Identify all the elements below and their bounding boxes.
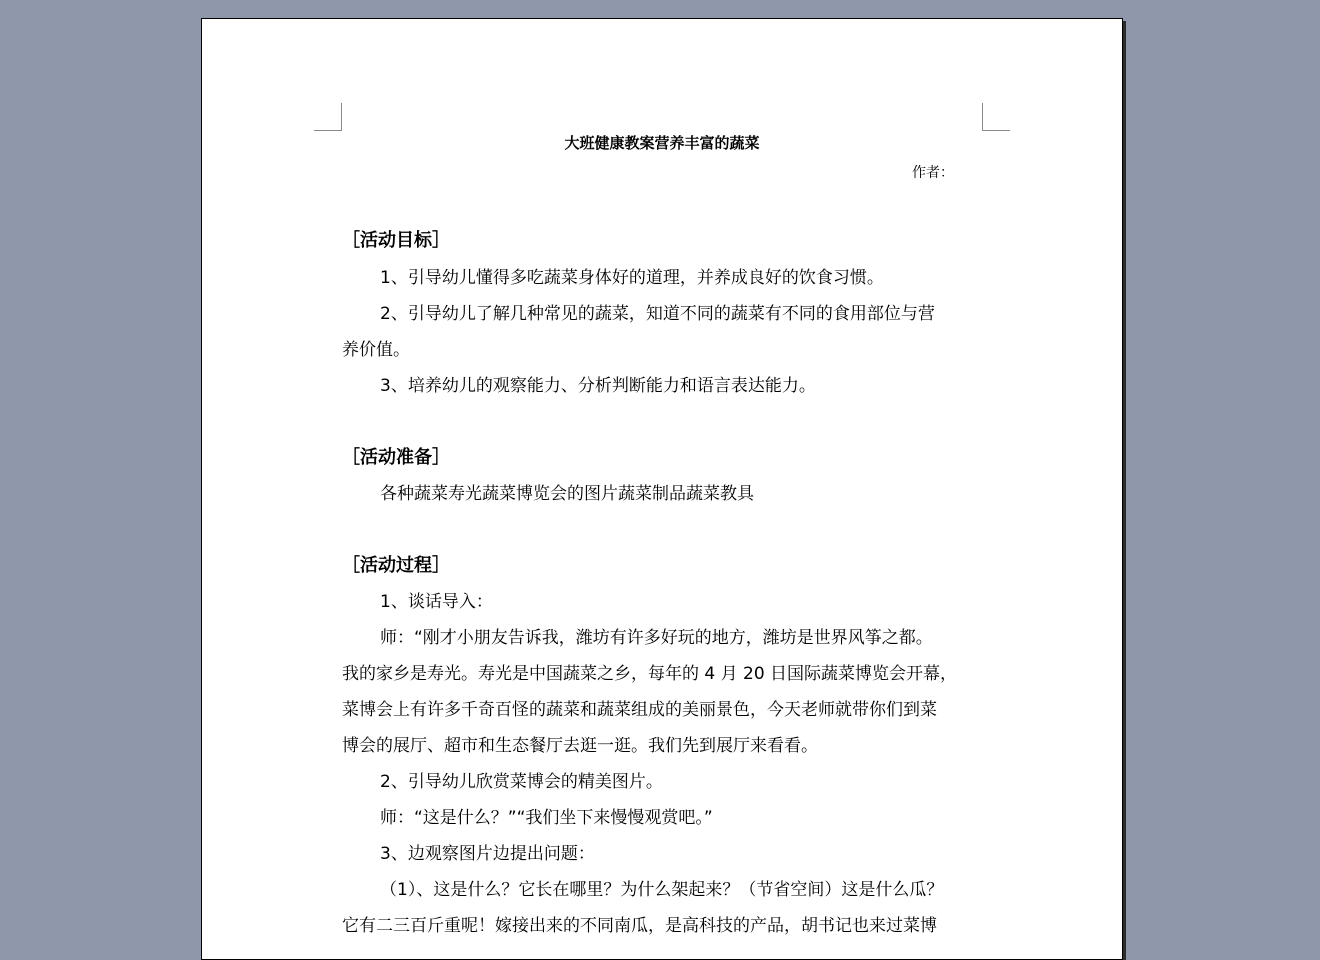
paragraph-line: 2、引导幼儿了解几种常见的蔬菜，知道不同的蔬菜有不同的食用部位与营 [380, 304, 935, 324]
paragraph-line: 各种蔬菜寿光蔬菜博览会的图片蔬菜制品蔬菜教具 [380, 484, 754, 504]
paragraph-line: 3、培养幼儿的观察能力、分析判断能力和语言表达能力。 [380, 376, 816, 396]
margin-corner-top-right [982, 103, 1010, 131]
margin-corner-top-left [314, 103, 342, 131]
paragraph-line: 博会的展厅、超市和生态餐厅去逛一逛。我们先到展厅来看看。 [342, 736, 818, 756]
paragraph-line: 它有二三百斤重呢！嫁接出来的不同南瓜，是高科技的产品，胡书记也来过菜博 [342, 916, 937, 936]
paragraph-line: 3、边观察图片边提出问题： [380, 844, 595, 864]
section-heading-goals: ［活动目标］ [342, 230, 450, 251]
section-heading-preparation: ［活动准备］ [342, 447, 450, 468]
section-heading-process: ［活动过程］ [342, 555, 450, 576]
author-label: 作者： [912, 165, 954, 181]
document-title: 大班健康教案营养丰富的蔬菜 [564, 134, 760, 152]
paragraph-line: 养价值。 [342, 340, 410, 360]
paragraph-line: 师：“刚才小朋友告诉我，潍坊有许多好玩的地方，潍坊是世界风筝之都。 [380, 628, 933, 648]
paragraph-line: （1）、这是什么？它长在哪里？为什么架起来？（节省空间）这是什么瓜？ [380, 880, 944, 900]
document-page [201, 18, 1123, 960]
paragraph-line: 师：“这是什么？”“我们坐下来慢慢观赏吧。” [380, 808, 713, 828]
paragraph-line: 菜博会上有许多千奇百怪的蔬菜和蔬菜组成的美丽景色，今天老师就带你们到菜 [342, 700, 937, 720]
paragraph-line: 我的家乡是寿光。寿光是中国蔬菜之乡，每年的 4 月 20 日国际蔬菜博览会开幕， [342, 664, 958, 684]
paragraph-line: 1、引导幼儿懂得多吃蔬菜身体好的道理，并养成良好的饮食习惯。 [380, 268, 884, 288]
paragraph-line: 2、引导幼儿欣赏菜博会的精美图片。 [380, 772, 663, 792]
paragraph-line: 1、谈话导入： [380, 592, 493, 612]
